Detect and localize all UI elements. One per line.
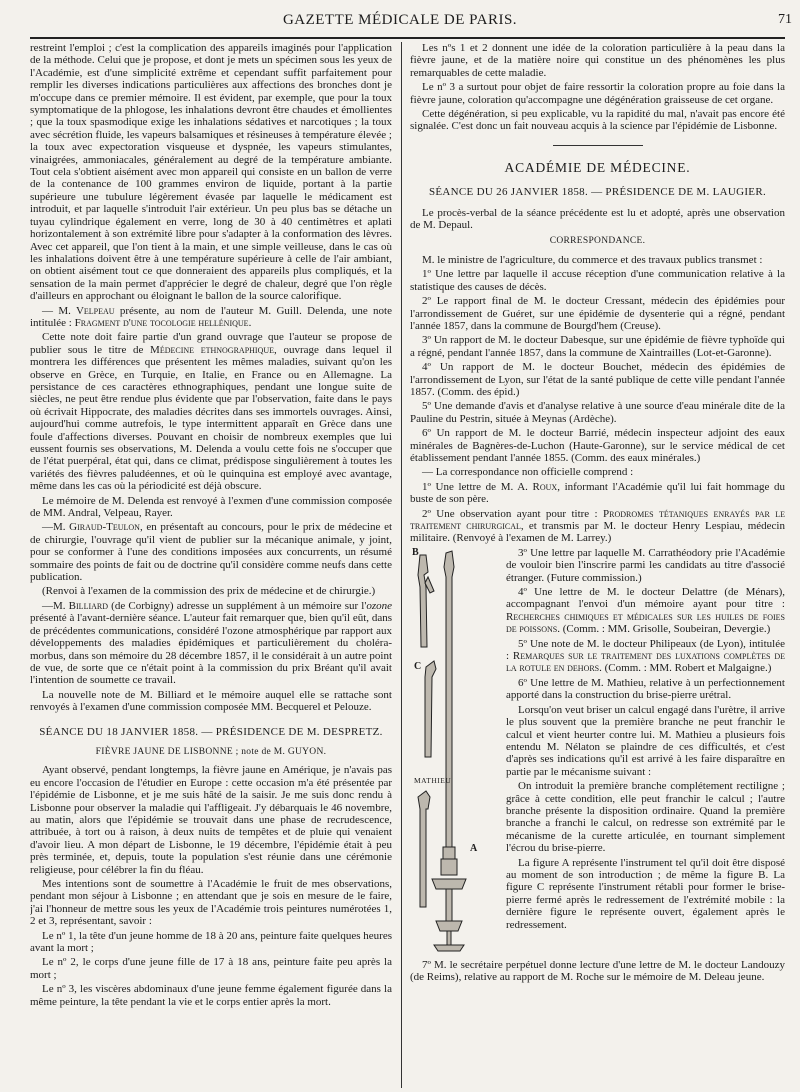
paragraph xyxy=(30,521,392,583)
paragraph: Cette dégénération, si peu explicable, vu la rapidité du mal, n'avait pas encore été signalée. C'est donc un fait nouveau acquis à la science par l'épidémie de Lisbonne. xyxy=(410,108,785,133)
text: présente, au nom de l'auteur M. Guill. Delenda, une note intitulée : xyxy=(30,304,392,329)
person-name: M. Velpeau xyxy=(58,304,115,317)
paragraph: Le mémoire de M. Delenda est renvoyé à l'exmen d'une commission composée de MM. Andral, Velpeau, Rayer. xyxy=(30,494,392,520)
paragraph xyxy=(30,331,392,492)
person-name: —M. Giraud-Teulon xyxy=(42,521,140,534)
paragraph: — M. Velpeau présente, au nom de l'auteur M. Guill. Delenda, une note intitulée : Fragment d'une tocologie hellénique. xyxy=(30,304,392,329)
italic-term: ozone xyxy=(366,599,392,612)
page-header xyxy=(0,6,800,32)
text: 1º Une lettre de xyxy=(422,480,497,493)
article-title: Remarques sur le traitement des luxations complètes de la rotule en dehors xyxy=(506,650,785,675)
paragraph: Le procès-verbal de la séance précédente est lu et adopté, après une observation de M. Depaul. xyxy=(410,206,785,232)
right-column xyxy=(410,42,785,1088)
text: , en présentaft au concours, pour le prix de médecine et de chirurgie, l'ouvrage qu'il vient de publier sur la mécanique animale, y joint, pour se conformer à l'une des conditions imposées aux concurrents, un résumé sommaire des points de fait ou de doctrine qu'il considère comme neufs dans cette publication. xyxy=(30,521,392,584)
instrument-drawing-icon xyxy=(410,547,498,957)
paragraph: Les nºs 1 et 2 donnent une idée de la coloration particulière à la peau dans la fièvre jaune, et de la matière noire qui constitue un des phénomènes les plus remarquables de cette maladie. xyxy=(410,42,785,79)
paragraph: Lorsqu'on veut briser un calcul engagé dans l'urètre, il arrive le plus souvent que la première branche ne peut franchir le calcul et vient heurter contre lui. M. Mathieu a plusieurs fois entendu M. Nélaton se plaindre de ces difficultés, et c'est d'après ses indications qu'il est arrivé à les faire disparaître en partie par le mécanisme suivant : xyxy=(506,703,785,778)
text: présenté à l'avant-dernière séance. L'auteur fait remarquer que, bien qu'il eût, dans de précédentes communications, considéré l'ozone atmosphérique par rapport aux développements des maladies épidémiques et particulièrement du choléra-morbus, dans son mémoire du 28 décembre 1857, il le considérait à un autre point de vue, de sorte que ce n'était point à la commission du prix Bréant qu'il avait l'intention de soumette ce travail. xyxy=(30,612,392,687)
figure-label-b: B xyxy=(412,546,419,558)
text: 5º Une note de M. le docteur Philipeaux (de Lyon), intitulée : xyxy=(506,637,785,663)
text: , informant l'Académie qu'il lui fait hommage du buste de son père. xyxy=(410,480,785,506)
section-rule xyxy=(553,145,643,146)
section-title: ACADÉMIE DE MÉDECINE. xyxy=(504,159,691,175)
page-number: 71 xyxy=(778,12,792,27)
person-name: —M. Billiard xyxy=(42,599,109,612)
figure-label-a: A xyxy=(470,842,478,854)
paragraph: 6º Une lettre de M. Mathieu, relative à un perfectionnement apporté dans la construction du brise-pierre urétral. xyxy=(506,676,785,702)
seance-heading: SÉANCE DU 18 JANVIER 1858. — PRÉSIDENCE DE M. DESPRETZ. xyxy=(39,725,383,738)
article-title: Recherches chimiques et médicales sur les huiles de foies de poissons xyxy=(506,610,785,636)
paragraph: La figure A représente l'instrument tel qu'il doit être disposé au moment de son introduction ; de même la figure B. La figure C représente l'instrument rétabli pour former le brise-pierre fermé après le redressement de l'extrémité mobile : la dernière figure le représente ouvert, également après le redressement. xyxy=(506,856,785,931)
text: (de Corbigny) adresse un supplément à un mémoire sur l' xyxy=(111,599,367,612)
paragraph: (Renvoi à l'examen de la commission des prix de médecine et de chirurgie.) xyxy=(42,585,376,598)
header-rule xyxy=(30,37,785,39)
paragraph: La nouvelle note de M. Billiard et le mémoire auquel elle se rattache sont renvoyés à l'examen d'une commission composée MM. Becquerel et Pelouze. xyxy=(30,688,392,714)
column-divider xyxy=(401,42,402,1088)
correspondance-heading: CORRESPONDANCE. xyxy=(549,236,646,247)
paragraph: restreint l'emploi ; c'est la complication des appareils imaginés pour l'application de la méthode. Celui que je propose, et dont je mets un spécimen sous les yeux de l'Académie, est d'une simplicité extrême et cependant suffit parfaitement pour remplir les diverses indications particulières aux affections des bronches dont je m'occupe dans ce premier mémoire. Il est évident, par exemple, que pour la toux symptomatique de la phlogose, les inhalations devront être chaudes et émollientes ; que la toux spasmodique exige les inhalations sédatives et narcotiques ; la toux avec sécrétion fluide, les vapeurs balsamiques et résineuses à température élevée ; la toux avec expectoration visqueuse et dyspnée, les vapeurs stimulantes, vinaigrées, ammoniacales, généralement au degré de la température ambiante. Tout cela s'obtient aisément avec mon appareil qui consiste en un ballon de verre de la contenance de 100 grammes environ de liquide, portant à la partie supérieure une tubulure légèrement évasée par laquelle le médicament est introduit, et par laquelle s'introduit l'air extérieur. Un peu plus bas se détache un tuyau cylindrique également en verre, long de 30 à 40 centimètres et aplati horizontalement à son extrémité libre pour s'adapter à la conformation des lèvres. Avec cet appareil, que l'on tient à la main, et une simple veilleuse, dans le cas où les inhalations doivent être à une température supérieure à celle de l'air ambiant, on obtient aisément tout ce que donneraient des appareils plus compliqués, et la sensation de la main permet d'apprécier le degré de chaleur, degré que l'on règle d'ailleurs en approchant ou éloignant le ballon de la source calorifique. xyxy=(30,42,392,303)
text: Cette note doit faire partie d'un grand ouvrage que l'auteur se propose de publier sous le titre de xyxy=(30,331,392,356)
paragraph: 6º Un rapport de M. le docteur Barrié, médecin inspecteur adjoint des eaux minérales de Bagnères-de-Luchon (Haute-Garonne), sur le service médical de cet établissement pendant l'année 1855. (Comm. des eaux minérales.) xyxy=(410,427,785,464)
text: 4º Une lettre de M. le docteur Delattre (de Ménars), accompagnant l'envoi d'un mémoire ayant pour titre : xyxy=(506,586,785,611)
paragraph: Le nº 1, la tête d'un jeune homme de 18 à 20 ans, peinture faite quelques heures avant la mort ; xyxy=(30,929,392,955)
figure-label-c: C xyxy=(414,660,422,672)
lithotrite-figure xyxy=(410,547,498,957)
subheading: FIÈVRE JAUNE DE LISBONNE ; note de M. GUYON. xyxy=(95,746,327,757)
text: , et transmis par M. le docteur Henry Lespiau, médecin militaire. (Renvoyé à l'examen de M. Larrey.) xyxy=(410,520,785,545)
text: , ouvrage dans lequel il montrera les différences que présentent les mêmes maladies, suivant qu'on les observe en Grèce, en Turquie, en Italie, en France ou en Allemagne. La persistance de ces caractères ethnographiques, pendant une longue suite de siècles, ne peut être rendue plus évidente que par l'observation, faite dans le pays où écrivait Hippocrate, des maladies décrites dans ses immortels ouvrages. Ainsi, aujourd'hui comme autrefois, le type intermittent apparaît en Grèce dans une foule d'affections diverses. Pouvant en choisir de nombreux exemples que lui eussent fournis ses observations, M. Delenda a voulu cette fois ne s'occuper que de l'état puerpéral, état qui, dans ce climat, prédispose singulièrement à toutes les variétés des fièvres paludéennes, et où le quinquina est employé avec avantage, même dans les cas où la périodicité est déjà obscure. xyxy=(30,343,392,493)
paragraph xyxy=(410,508,785,545)
text: . (Comm. : MM. Grisolle, Soubeiran, Devergie.) xyxy=(557,623,771,636)
paragraph: Le nº 3 a surtout pour objet de faire ressortir la coloration propre au foie dans la fièvre jaune, coloration qu'accompagne une dégénération graisseuse de cet organe. xyxy=(410,81,785,106)
paragraph: 3º Une lettre par laquelle M. Carrathéodory prie l'Académie de vouloir bien l'inscrire parmi les candidats au titre d'associé étranger. (Future commission.) xyxy=(506,546,785,584)
article-title: Prodromes tétaniques enrayés par le traitement chirurgical xyxy=(410,507,785,532)
text: . (Comm. : MM. Robert et Malgaigne.) xyxy=(599,662,772,675)
paragraph xyxy=(30,600,392,687)
paragraph: 4º Un rapport de M. le docteur Bouchet, médecin des épidémies de l'arrondissement de Lyon, sur l'état de la santé publique de cette ville pendant l'année 1857. (Comm. des épid.) xyxy=(410,361,785,398)
paragraph: Mes intentions sont de soumettre à l'Académie le fruit de mes observations, pendant mon séjour à Lisbonne ; en attendant que je sois en mesure de le faire, j'ai l'honneur de mettre sous les yeux de l'Académie trois peintures numérotées 1, 2 et 3, représentant, savoir : xyxy=(30,878,392,928)
book-title: Médecine ethnographique xyxy=(150,343,275,356)
paragraph: 5º Une demande d'avis et d'analyse relative à une source d'eau minérale dite de la Pauline du Pestrin, située à Meynas (Ardèche). xyxy=(410,400,785,425)
article-title: Fragment d'une tocologie hellénique. xyxy=(74,316,252,329)
paragraph: Ayant observé, pendant longtemps, la fièvre jaune en Amérique, je n'avais pas eu encore l'occasion de l'étudier en Europe : cette occasion m'a été présentée par l'épidémie de Lisbonne, et je me suis hâté de la saisir. Je me suis donc rendu à Lisbonne pour observer la maladie qui l'affligeait. J'y débarquais le 46 novembre, au matin, alors que l'épidémie se trouvait dans une phase de recrudescence, attribuée, à tort ou à raison, à deux nuits de tempêtes et de pluie qui venaient d'avoir lieu. A mon départ de Lisbonne, le 19 décembre, l'épidémie était à peu près terminée, et, depuis, toute la population s'est réunie dans une cérémonie religieuse, pour célébrer la fin du fléau. xyxy=(30,764,392,876)
left-column xyxy=(30,42,392,1088)
text: 2º Une observation ayant pour titre : xyxy=(422,507,598,520)
person-name: M. A. Roux xyxy=(500,480,558,493)
figure-caption: MATHIEU xyxy=(414,775,452,785)
paragraph: — La correspondance non officielle comprend : xyxy=(422,466,634,479)
paragraph: Le nº 2, le corps d'une jeune fille de 17 à 18 ans, peinture faite peu après la mort ; xyxy=(30,956,392,981)
journal-title: GAZETTE MÉDICALE DE PARIS. xyxy=(282,12,518,28)
paragraph: 2º Le rapport final de M. le docteur Cressant, médecin des épidémies pour l'arrondissement de Guéret, sur une épidémie de dysenterie qui a régné, pendant l'année 1857, dans la commune de Bourgd'hem (Creuse). xyxy=(410,295,785,332)
paragraph: 3º Un rapport de M. le docteur Dabesque, sur une épidémie de fièvre typhoïde qui a régné, pendant l'année 1857, dans la commune de Xaintrailles (Lot-et-Garonne). xyxy=(410,334,785,359)
seance-heading: SÉANCE DU 26 JANVIER 1858. — PRÉSIDENCE DE M. LAUGIER. xyxy=(428,186,767,199)
paragraph: Le nº 3, les viscères abdominaux d'une jeune femme également figurée dans la même peinture, la tête pendant la vie et le corps entier après la mort. xyxy=(30,983,392,1008)
paragraph: On introduit la première branche complétement rectiligne ; grâce à cette condition, elle peut franchir le calcul ; l'autre branche présente la disposition ordinaire. Quand la première branche a franchi le calcul, on redresse son extrémité par le mécanisme de la curette articulée, en tournant simplement l'écrou du brise-pierre. xyxy=(506,780,785,855)
paragraph: 1º Une lettre par laquelle il accuse réception d'une communication relative à la statistique des causes de décès. xyxy=(410,268,785,293)
paragraph: 7º M. le secrétaire perpétuel donne lecture d'une lettre de M. le docteur Landouzy (de Reims), relative au rapport de M. Roche sur le mémoire de M. Deleau jeune. xyxy=(410,958,785,984)
paragraph xyxy=(410,481,785,506)
paragraph: M. le ministre de l'agriculture, du commerce et des travaux publics transmet : xyxy=(422,253,763,266)
